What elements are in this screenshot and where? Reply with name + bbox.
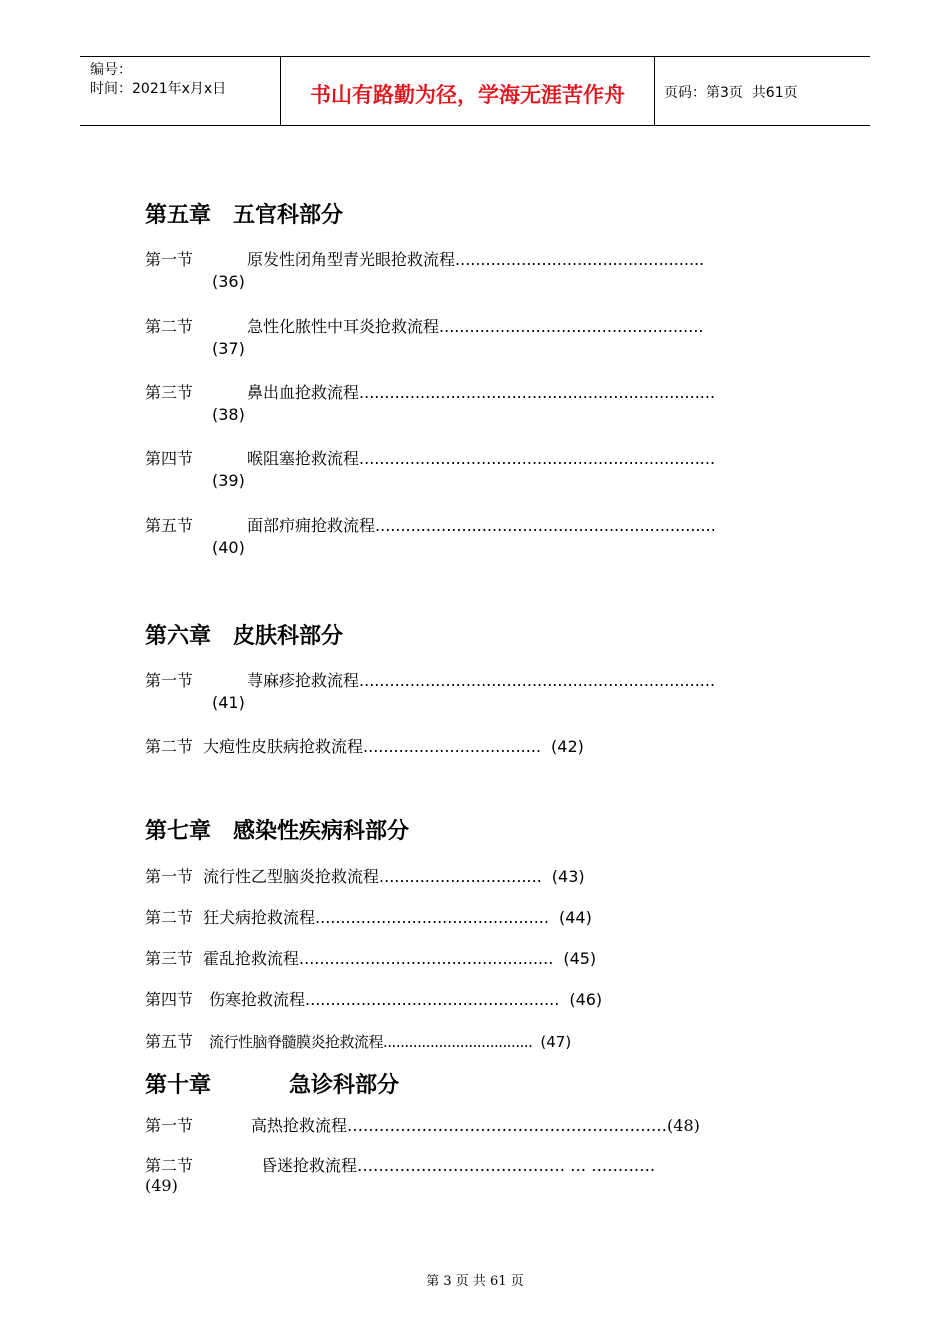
section-label: 第四节 — [145, 990, 194, 1009]
entry-page-number: (38) — [212, 405, 245, 424]
entry-page-number: (47) — [540, 1033, 572, 1051]
entry-text: 昏迷抢救流程………………………………… … ………… — [261, 1156, 656, 1175]
entry-page-number: (46) — [569, 990, 603, 1009]
toc-entry — [145, 247, 704, 270]
section-label: 第四节 — [145, 449, 194, 468]
entry-text: 面部疖痈抢救流程................................................................... — [247, 516, 716, 535]
toc-entry — [145, 668, 715, 691]
toc-entry — [145, 380, 715, 403]
entry-text: 大疱性皮肤病抢救流程................................... — [203, 737, 542, 756]
toc-entry — [145, 946, 596, 969]
header-meta — [90, 61, 226, 99]
toc-entry — [145, 513, 716, 536]
section-label: 第一节 — [145, 250, 194, 269]
section-label: 第二节 — [145, 317, 194, 336]
section-label: 第二节 — [145, 1156, 194, 1175]
document-time-label: 时间：2021年x月x日 — [90, 81, 227, 97]
section-label: 第五节 — [145, 516, 194, 535]
entry-page-number: (40) — [212, 538, 245, 557]
entry-text: 喉阻塞抢救流程...................................................................... — [247, 449, 716, 468]
header-page-info: 页码：第3页 共61页 — [664, 85, 798, 101]
section-label: 第一节 — [145, 1116, 194, 1135]
chapter-number: 第十章 — [145, 1073, 212, 1098]
section-label: 第一节 — [145, 867, 194, 886]
entry-page-number: (49) — [145, 1176, 178, 1195]
toc-entry — [145, 905, 592, 928]
page-footer: 第 3 页 共 61 页 — [426, 1274, 524, 1289]
entry-page-number: (37) — [212, 339, 245, 358]
chapter-title: 第六章 皮肤科部分 — [145, 624, 344, 649]
toc-entry — [145, 1029, 571, 1052]
entry-text: 霍乱抢救流程.................................................. — [203, 949, 554, 968]
chapter-title — [145, 1068, 399, 1099]
chapter-title: 第五章 五官科部分 — [145, 203, 344, 228]
chapter-subtitle: 急诊科部分 — [289, 1073, 400, 1098]
toc-entry — [145, 734, 584, 757]
entry-page-number: (43) — [551, 867, 585, 886]
toc-entry — [145, 987, 602, 1010]
toc-entry — [145, 1113, 700, 1136]
entry-text: 荨麻疹抢救流程...................................................................... — [247, 671, 716, 690]
chapter-title: 第七章 感染性疾病科部分 — [145, 819, 410, 844]
entry-text: 流行性乙型脑炎抢救流程................................ — [203, 867, 542, 886]
entry-page-number: (44) — [558, 908, 592, 927]
entry-text: 高热抢救流程…………………………………………………… — [251, 1116, 668, 1135]
entry-text: 原发性闭角型青光眼抢救流程................................................. — [247, 250, 705, 269]
section-label: 第三节 — [145, 383, 194, 402]
entry-text: 鼻出血抢救流程...................................................................... — [247, 383, 716, 402]
header-divider — [654, 57, 655, 125]
entry-page-number: (36) — [212, 272, 245, 291]
entry-page-number: (45) — [563, 949, 597, 968]
toc-entry — [145, 314, 704, 337]
entry-text: 流行性脑脊髓膜炎抢救流程................................... — [209, 1033, 533, 1051]
page-header — [80, 56, 870, 126]
toc-entry — [145, 446, 715, 469]
entry-page-number: (41) — [212, 693, 245, 712]
section-label: 第二节 — [145, 737, 194, 756]
toc-entry — [145, 864, 585, 887]
entry-page-number: (42) — [551, 737, 584, 756]
entry-text: 急性化脓性中耳炎抢救流程.................................................... — [247, 317, 704, 336]
entry-page-number: (39) — [212, 471, 245, 490]
entry-text: 伤寒抢救流程.................................................. — [209, 990, 560, 1009]
document-number-label: 编号： — [90, 62, 132, 78]
section-label: 第五节 — [145, 1032, 194, 1051]
toc-entry — [145, 1153, 655, 1176]
section-label: 第一节 — [145, 671, 194, 690]
header-motto: 书山有路勤为径，学海无涯苦作舟 — [310, 82, 625, 107]
section-label: 第三节 — [145, 949, 194, 968]
entry-page-number: (48) — [667, 1116, 700, 1135]
entry-text: 狂犬病抢救流程.............................................. — [203, 908, 549, 927]
section-label: 第二节 — [145, 908, 194, 927]
